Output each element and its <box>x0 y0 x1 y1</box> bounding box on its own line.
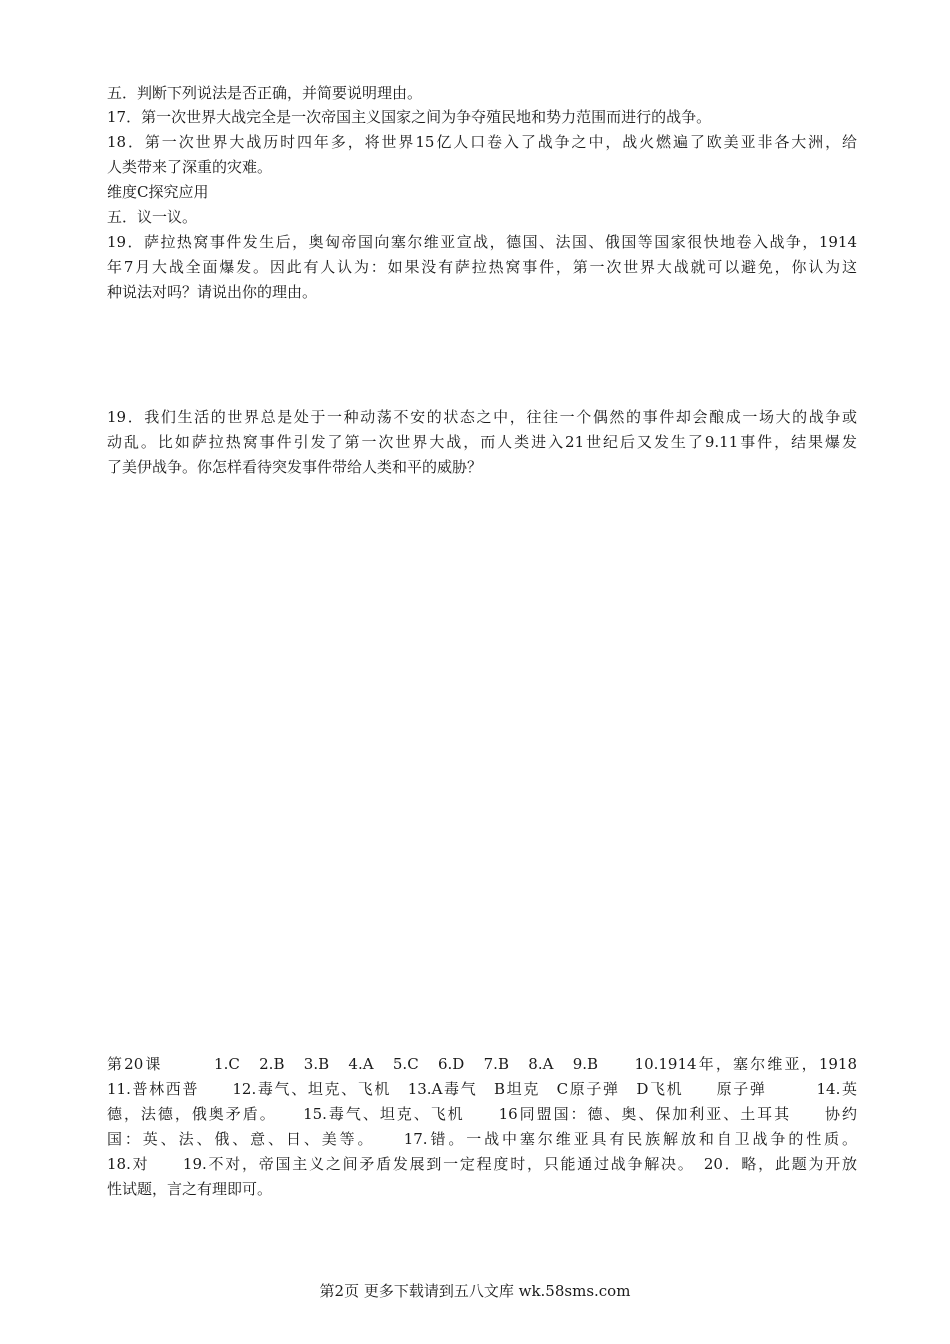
question-17: 17．第一次世界大战完全是一次帝国主义国家之间为争夺殖民地和势力范围而进行的战争。 <box>107 108 712 126</box>
answer-key-line-4: 国：英、法、俄、意、日、美等。 17.错。一战中塞尔维亚具有民族解放和自卫战争的性质。 <box>107 1130 857 1148</box>
page-footer: 第2页 更多下载请到五八文库 wk.58sms.com <box>319 1282 631 1300</box>
question-19a-line-1: 19．萨拉热窝事件发生后，奥匈帝国向塞尔维亚宣战，德国、法国、俄国等国家很快地卷入战争，1914 <box>107 233 857 251</box>
question-19a-line-2: 年7月大战全面爆发。因此有人认为：如果没有萨拉热窝事件，第一次世界大战就可以避免，你认为这 <box>107 258 857 276</box>
answer-key-line-3: 德，法德，俄奥矛盾。 15.毒气、坦克、飞机 16同盟国：德、奥、保加利亚、土耳其 协约 <box>107 1105 857 1123</box>
section-heading-discuss: 五．议一议。 <box>107 208 198 226</box>
question-18-line-1: 18．第一次世界大战历时四年多，将世界15亿人口卷入了战争之中，战火燃遍了欧美亚非各大洲，给 <box>107 133 857 151</box>
dimension-c-heading: 维度C探究应用 <box>107 183 209 201</box>
question-19b-line-1: 19．我们生活的世界总是处于一种动荡不安的状态之中，往往一个偶然的事件却会酿成一场大的战争或 <box>107 408 857 426</box>
question-19b-line-3: 了美伊战争。你怎样看待突发事件带给人类和平的威胁？ <box>107 458 483 476</box>
question-19b-line-2: 动乱。比如萨拉热窝事件引发了第一次世界大战，而人类进入21世纪后又发生了9.11事件，结果爆发 <box>107 433 857 451</box>
section-heading-judge: 五．判断下列说法是否正确，并简要说明理由。 <box>107 84 423 102</box>
answer-key-line-5: 18.对 19.不对，帝国主义之间矛盾发展到一定程度时，只能通过战争解决。 20．略，此题为开放 <box>107 1155 857 1173</box>
question-18-line-2: 人类带来了深重的灾难。 <box>107 158 273 176</box>
answer-key-line-1: 第20课 1.C 2.B 3.B 4.A 5.C 6.D 7.B 8.A 9.B 10.1914年，塞尔维亚，1918 <box>107 1055 857 1073</box>
answer-key-line-6: 性试题，言之有理即可。 <box>107 1180 273 1198</box>
answer-key-line-2: 11.普林西普 12.毒气、坦克、飞机 13.A毒气 B坦克 C原子弹 D飞机 原子弹 14.英 <box>107 1080 857 1098</box>
question-19a-line-3: 种说法对吗？请说出你的理由。 <box>107 283 318 301</box>
